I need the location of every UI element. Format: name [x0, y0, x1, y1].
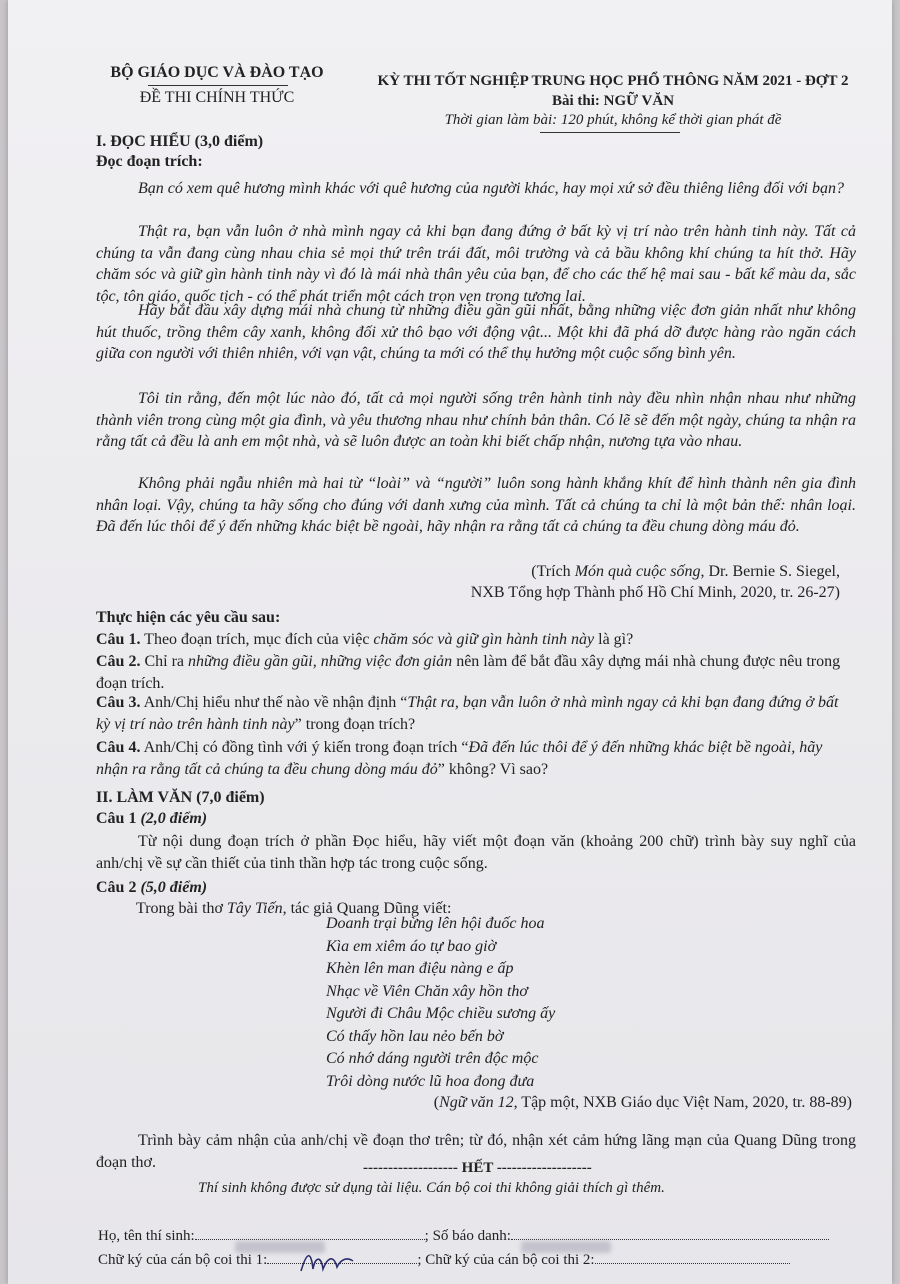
poem-line: Có nhớ dáng người trên độc mộc — [326, 1050, 539, 1067]
part2-task: Trình bày cảm nhận của anh/chị về đoạn thơ trên; từ đó, nhận xét cảm hứng lãng mạn của Quang Dũng trong đoạn thơ. — [96, 1132, 856, 1171]
question-text: Anh/Chị hiểu như thế nào về nhận định “ — [143, 694, 408, 711]
question-quote: Đã đến lúc thôi để ý đến những khác biệt bề ngoài, hãy nhận ra rằng tất cả chúng ta đều chung dòng máu đỏ — [96, 739, 823, 778]
signature-2-label: ; Chữ ký của cán bộ coi thi 2: — [417, 1252, 595, 1268]
read-label: Đọc đoạn trích: — [96, 153, 203, 170]
exam-note: Thí sinh không được sử dụng tài liệu. Cán bộ coi thi không giải thích gì thêm. — [198, 1180, 665, 1196]
candidate-name-field[interactable] — [195, 1239, 425, 1240]
exam-paper — [8, 0, 892, 1284]
ministry-underline — [148, 85, 288, 86]
poem-line: Người đi Châu Mộc chiều sương ấy — [326, 1005, 556, 1022]
q2-label: Câu 2 — [96, 879, 137, 896]
candidate-id-label: ; Số báo danh: — [424, 1228, 511, 1244]
poem-line: Kìa em xiêm áo tự bao giờ — [326, 937, 497, 955]
citation-prefix: (Trích — [531, 563, 575, 580]
time-underline — [540, 132, 680, 133]
official-label: ĐỀ THI CHÍNH THỨC — [139, 89, 295, 106]
passage-paragraph-2: Thật ra, bạn vẫn luôn ở nhà mình ngay cả khi bạn đang đứng ở bất kỳ vị trí nào trên hành tinh này. Tất cả chúng ta vẫn đang cùng nhau chia sẻ mọi thứ trên trái đất, môi trường và cả bầu không khí chúng ta hít thở. Hãy chăm sóc và giữ gìn hành tinh này vì đó là mái nhà thân yêu của bạn, để cho các thế hệ mai sau - bất kể màu da, sắc tộc, tôn giáo, quốc tịch - có thể phát triển một cách trọn vẹn trong tương lai. — [96, 223, 856, 305]
intro-text: , tác giả Quang Dũng viết: — [282, 900, 452, 917]
poem-title: Tây Tiến — [227, 900, 283, 917]
signature-1-field[interactable] — [267, 1263, 417, 1264]
passage-paragraph-5: Không phải ngẫu nhiên mà hai từ “loài” và “người” luôn song hành khắng khít để hình thành nên gia đình nhân loại. Vậy, chúng ta hãy sống cho đúng với danh xưng của mình. Tất cả chúng ta chỉ là một bản thể: nhân loại. Đã đến lúc thôi để ý đến những khác biệt bề ngoài, hãy nhận ra rằng tất cả chúng ta đều chung dòng máu đỏ. — [96, 475, 856, 535]
part2-q1-text: Từ nội dung đoạn trích ở phần Đọc hiểu, hãy viết một đoạn văn (khoảng 200 chữ) trình bày suy nghĩ của anh/chị về sự cần thiết của tinh thần hợp tác trong cuộc sống. — [96, 833, 856, 872]
candidate-line — [98, 1228, 829, 1245]
poem-source-rest: , Tập một, NXB Giáo dục Việt Nam, 2020, tr. 88-89) — [513, 1094, 852, 1111]
poem-source-book: Ngữ văn 12 — [439, 1094, 514, 1111]
part2-title: II. LÀM VĂN (7,0 điểm) — [96, 789, 265, 806]
passage-paragraph-4: Tôi tin rằng, đến một lúc nào đó, tất cả mọi người sống trên hành tinh này đều nhìn nhận nhau như những thành viên trong cùng một gia đình, và yêu thương nhau như chính bản thân. Có lẽ sẽ đến một ngày, chúng ta nhận ra rằng tất cả đều là anh em một nhà, và sẽ luôn được an toàn khi biết chấp nhận, nương tựa vào nhau. — [96, 390, 856, 450]
q2-points: (5,0 điểm) — [140, 879, 208, 896]
poem-line: Có thấy hồn lau nẻo bến bờ — [326, 1027, 504, 1045]
question-text: Anh/Chị có đồng tình với ý kiến trong đoạn trích “ — [143, 739, 469, 756]
question-quote: những điều gần gũi, những việc đơn giản — [188, 653, 453, 670]
citation-rest: , Dr. Bernie S. Siegel, — [700, 563, 840, 580]
candidate-name-label: Họ, tên thí sinh: — [98, 1228, 195, 1244]
q1-label: Câu 1 — [96, 810, 137, 827]
poem-source: (Ngữ văn 12, Tập một, NXB Giáo dục Việt Nam, 2020, tr. 88-89) — [433, 1094, 852, 1111]
poem-line: Doanh trại bừng lên hội đuốc hoa — [326, 915, 545, 932]
question-text: Theo đoạn trích, mục đích của việc — [144, 631, 374, 648]
poem-block — [326, 913, 555, 1093]
question-quote: Thật ra, bạn vẫn luôn ở nhà mình ngay cả khi bạn đang đứng ở bất kỳ vị trí nào trên hành tinh này — [96, 694, 839, 733]
handwritten-signature — [297, 1249, 357, 1275]
question-3 — [96, 692, 856, 735]
exam-title: KỲ THI TỐT NGHIỆP TRUNG HỌC PHỔ THÔNG NĂM 2021 - ĐỢT 2 — [377, 73, 849, 89]
question-1 — [96, 629, 856, 651]
signature-1-label: Chữ ký của cán bộ coi thi 1: — [98, 1252, 268, 1268]
question-text: ” trong đoạn trích? — [294, 715, 416, 733]
question-label: Câu 1. — [96, 631, 141, 648]
candidate-id-field[interactable] — [511, 1239, 829, 1240]
question-text: Chỉ ra — [144, 653, 188, 670]
requirements-title: Thực hiện các yêu cầu sau: — [96, 609, 281, 626]
signature-line — [98, 1252, 790, 1269]
question-text: là gì? — [594, 631, 634, 648]
citation-book: Món quà cuộc sống — [574, 563, 701, 580]
part2-q1-heading — [96, 810, 207, 828]
poem-line: Khèn lên man điệu nàng e ấp — [326, 960, 514, 977]
question-text: ” không? Vì sao? — [437, 760, 549, 778]
end-marker: ------------------- HẾT ------------------- — [363, 1160, 592, 1176]
citation-line-2: NXB Tổng hợp Thành phố Hồ Chí Minh, 2020, tr. 26-27) — [470, 584, 840, 601]
question-4 — [96, 737, 856, 780]
poem-line: Trôi dòng nước lũ hoa đong đưa — [326, 1072, 535, 1090]
exam-subject: Bài thi: NGỮ VĂN — [551, 93, 675, 109]
question-label: Câu 3. — [96, 694, 141, 711]
intro-text: Trong bài thơ — [136, 900, 227, 917]
question-label: Câu 4. — [96, 739, 141, 756]
poem-line: Nhạc về Viên Chăn xây hồn thơ — [326, 982, 528, 1000]
exam-time: Thời gian làm bài: 120 phút, không kể thời gian phát đề — [444, 112, 782, 128]
passage-paragraph-3: Hãy bắt đầu xây dựng mái nhà chung từ những điều gần gũi nhất, bằng những việc đơn giản nhất như không hút thuốc, trồng thêm cây xanh, không đối xử thô bạo với động vật... Một khi đã phá dỡ được hàng rào ngăn cách giữa con người với thiên nhiên, với vạn vật, chúng ta mới có thể thụ hưởng một cuộc sống bình yên. — [96, 302, 856, 362]
question-quote: chăm sóc và giữ gìn hành tinh này — [373, 631, 595, 648]
ministry-name: BỘ GIÁO DỤC VÀ ĐÀO TẠO — [110, 64, 324, 81]
q1-points: (2,0 điểm) — [140, 810, 208, 827]
passage-paragraph-1: Bạn có xem quê hương mình khác với quê hương của người khác, hay mọi xứ sở đều thiêng liêng đối với bạn? — [138, 180, 844, 197]
question-text: nên làm để bắt đầu xây dựng mái nhà chung được nêu trong đoạn trích. — [96, 653, 841, 692]
part2-q2-heading — [96, 879, 207, 897]
citation-line-1 — [340, 563, 840, 581]
signature-2-field[interactable] — [595, 1263, 790, 1264]
question-label: Câu 2. — [96, 653, 141, 670]
question-2 — [96, 651, 856, 694]
part1-title: I. ĐỌC HIỂU (3,0 điểm) — [96, 133, 264, 150]
